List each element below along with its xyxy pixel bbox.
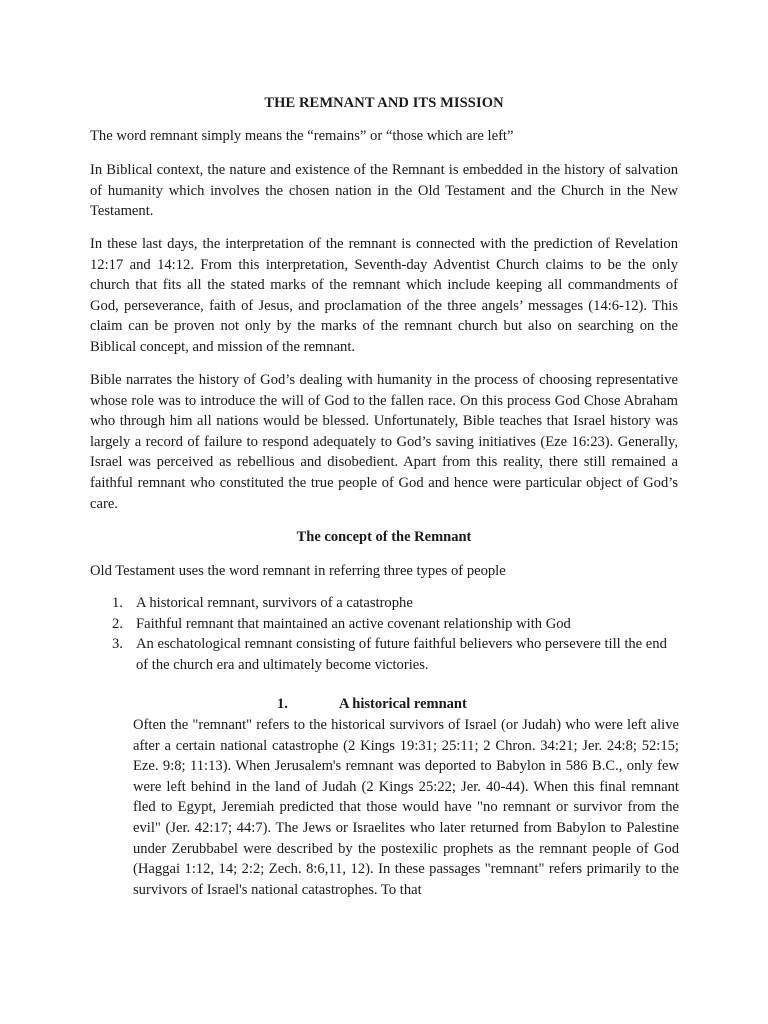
remnant-types-list	[90, 593, 678, 675]
paragraph-biblical-context: In Biblical context, the nature and existence of the Remnant is embedded in the history of salvation of humanity which involves the chosen nation in the Old Testament and the Church in the New Testament.	[90, 162, 678, 220]
list-item-number: 2.	[112, 615, 123, 632]
paragraph-definition: The word remnant simply means the “remains” or “those which are left”	[90, 128, 514, 144]
list-item-text: A historical remnant, survivors of a catastrophe	[136, 595, 413, 611]
document-title: THE REMNANT AND ITS MISSION	[264, 95, 504, 111]
list-item	[90, 634, 678, 675]
list-item	[90, 614, 678, 635]
list-item-number: 3.	[112, 636, 123, 653]
concept-heading: The concept of the Remnant	[296, 529, 472, 545]
concept-intro: Old Testament uses the word remnant in referring three types of people	[90, 563, 506, 579]
section-number: 1.	[277, 696, 288, 712]
section-body-historical-remnant: Often the "remnant" refers to the historical survivors of Israel (or Judah) who were left alive after a certain national catastrophe (2 Kings 19:31; 25:11; 2 Chron. 34:21; Jer. 24:8; 52:15; Eze. 9:8; 11:13). When Jerusalem's remnant was deported to Babylon in 586 B.C., only few were left behind in the land of Judah (2 Kings 25:22; Jer. 40-44). When this final remnant fled to Egypt, Jeremiah predicted that those would have "no remnant or survivor from the evil" (Jer. 42:17; 44:7). The Jews or Israelites who later returned from Babylon to Palestine under Zerubbabel were described by the postexilic prophets as the remnant people of God (Haggai 1:12, 14; 2:2; Zech. 8:6,11, 12). In these passages "remnant" refers primarily to the survivors of Israel's national catastrophes. To that	[133, 717, 679, 898]
list-item-text: Faithful remnant that maintained an active covenant relationship with God	[136, 615, 571, 632]
list-item	[90, 593, 678, 614]
list-item-number: 1.	[112, 595, 123, 611]
paragraph-bible-narrates: Bible narrates the history of God’s dealing with humanity in the process of choosing representative whose role was to introduce the will of God to the fallen race. On this process God Chose Abraham who through him all nations would be blessed. Unfortunately, Bible teaches that Israel history was largely a record of failure to respond adequately to God’s saving initiatives (Eze 16:23). Generally, Israel was perceived as rebellious and disobedient. Apart from this reality, there still remained a faithful remnant who constituted the true people of God and hence were particular object of God’s care.	[90, 372, 678, 512]
section-title: A historical remnant	[339, 696, 467, 712]
paragraph-last-days: In these last days, the interpretation of the remnant is connected with the prediction of Revelation 12:17 and 14:12. From this interpretation, Seventh-day Adventist Church claims to be the only church that fits all the stated marks of the remnant which include keeping all commandments of God, perseverance, faith of Jesus, and proclamation of the three angels’ messages (14:6-12). This claim can be proven not only by the marks of the remnant church but also on searching on the Biblical concept, and mission of the remnant.	[90, 236, 678, 355]
list-item-text: An eschatological remnant consisting of future faithful believers who persevere till the end of the church era and ultimately become victories.	[136, 636, 667, 673]
section-heading-historical-remnant	[277, 694, 467, 714]
